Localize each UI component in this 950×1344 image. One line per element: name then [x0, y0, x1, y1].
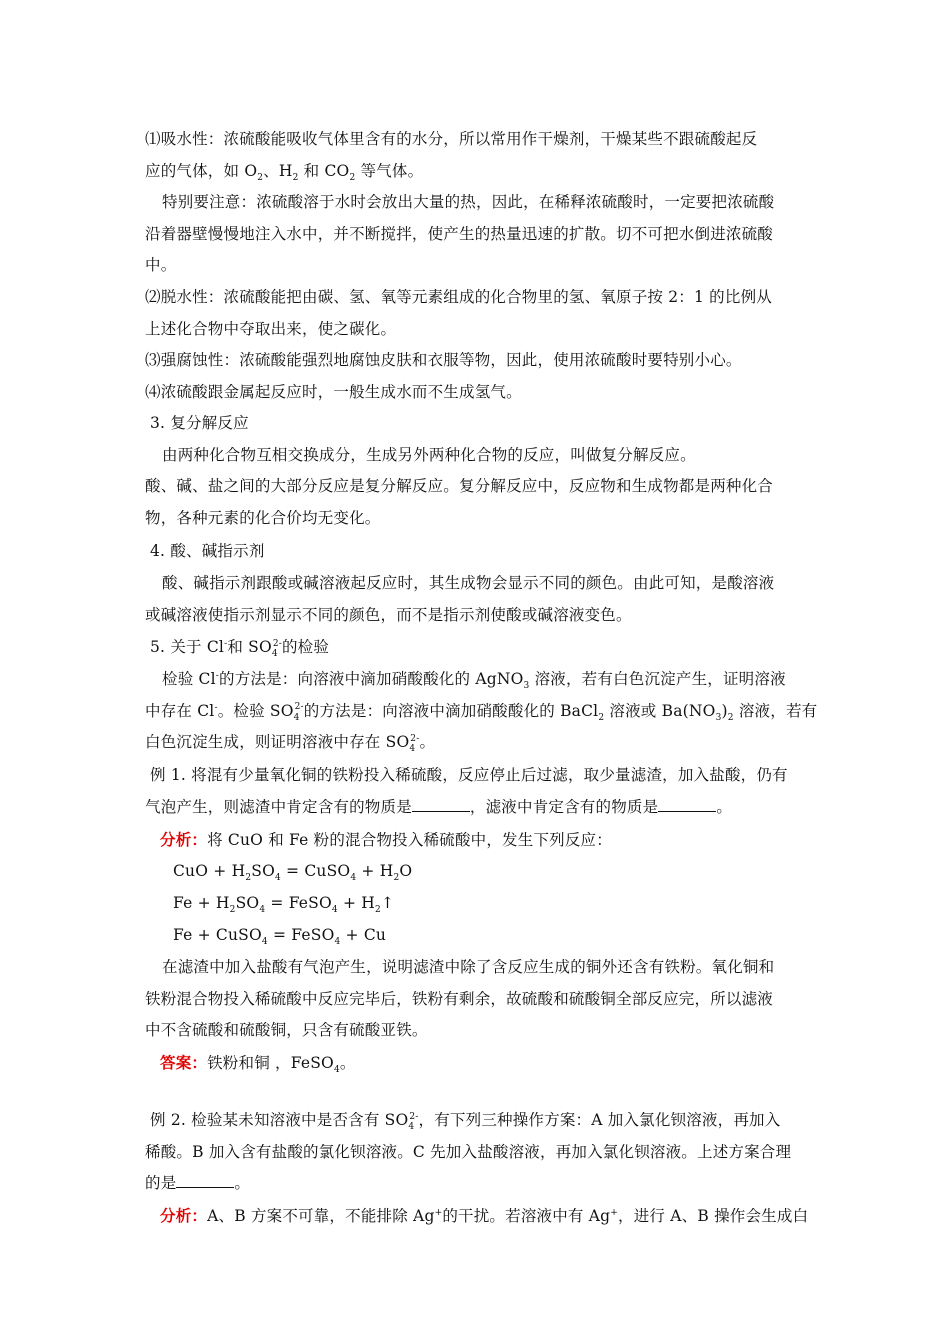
example-1-analysis: 分析：将 CuO 和 Fe 粉的混合物投入稀硫酸中，发生下列反应：: [160, 830, 612, 849]
example-2-analysis: 分析：A、B 方案不可靠，不能排除 Ag+的干扰。若溶液中有 Ag+，进行 A、B 操作会生成白: [160, 1206, 809, 1225]
paragraph-ion-test: 检验 Cl-的方法是：向溶液中滴加硝酸酸化的 AgNO$_3$ 溶液，若有白色沉淀产生，证明溶液 中存在 Cl-。检验 $SO_4^{2-}$的方法是：向溶液中滴加硝酸酸化的 BaCl$_2$ 溶液或 $Ba(NO_3)_2$ 溶液，若有 白色沉淀生成，则证明溶液中存在 $SO_4^{2-}$。: [145, 670, 818, 755]
example-1-answer: 答案：铁粉和铜 ，FeSO$_4$。: [160, 1053, 356, 1076]
analysis-label: 分析：: [160, 830, 208, 849]
answer-label: 答案：: [160, 1053, 208, 1072]
answer-blank: [176, 1186, 234, 1188]
heading-ion-test: 5. 关于 Cl-和 $SO_4^{2-}$的检验: [150, 638, 330, 660]
answer-blank: [412, 810, 470, 812]
paragraph-corrosion: ⑶强腐蚀性：浓硫酸能强烈地腐蚀皮肤和衣服等物，因此，使用浓硫酸时要特别小心。: [145, 351, 742, 369]
equation-2: $Fe + H_2SO_4$ = FeSO$_4$ + $H_2↑$: [173, 894, 395, 916]
example-1: 例 1. 将混有少量氧化铜的铁粉投入稀硫酸，反应停止后过滤，取少量滤渣，加入盐酸，仍有: [150, 766, 788, 784]
example-1-explanation: 在滤渣中加入盐酸有气泡产生，说明滤渣中除了含反应生成的铜外还含有铁粉。氧化铜和 铁粉混合物投入稀硫酸中反应完毕后，铁粉有剩余，故硫酸和硫酸铜全部反应完，所以滤液 中不含硫酸和硫酸铜，只含有硫酸亚铁。: [145, 958, 775, 1039]
paragraph-acid-base-salt: 酸、碱、盐之间的大部分反应是复分解反应。复分解反应中，反应物和生成物都是两种化合 物，各种元素的化合价均无变化。: [145, 477, 774, 527]
heading-double-decomposition: 3. 复分解反应: [150, 414, 249, 432]
example-1-question: 气泡产生，则滤渣中肯定含有的物质是 ，滤液中肯定含有的物质是 。: [145, 798, 733, 816]
paragraph-indicators: 酸、碱指示剂跟酸或碱溶液起反应时，其生成物会显示不同的颜色。由此可知，是酸溶液 或碱溶液使指示剂显示不同的颜色，而不是指示剂使酸或碱溶液变色。: [145, 574, 775, 624]
paragraph-dehydration: ⑵脱水性：浓硫酸能把由碳、氢、氧等元素组成的化合物里的氢、氧原子按 2：1 的比例从 上述化合物中夺取出来，使之碳化。: [145, 288, 772, 338]
equation-1: CuO + $H_2SO_4$ = CuSO$_4$ + $H_2O$: [173, 862, 413, 884]
example-2: 例 2. 检验某未知溶液中是否含有 $SO_4^{2-}$，有下列三种操作方案：A 加入氯化钡溶液，再加入 稀酸。B 加入含有盐酸的氯化钡溶液。C 先加入盐酸溶液，再加入氯化钡溶液。上述方案合理 的是 。: [145, 1111, 792, 1192]
paragraph-metal-reaction: ⑷浓硫酸跟金属起反应时，一般生成水而不生成氢气。: [145, 383, 522, 401]
paragraph-water-absorption: ⑴吸水性：浓硫酸能吸收气体里含有的水分，所以常用作干燥剂，干燥某些不跟硫酸起反 应的气体，如 $O_2$、$H_2$ 和 $CO_2$ 等气体。: [145, 130, 758, 183]
paragraph-definition: 由两种化合物互相交换成分，生成另外两种化合物的反应，叫做复分解反应。: [162, 446, 696, 464]
equation-3: Fe + CuSO$_4$ = FeSO$_4$ + Cu: [173, 926, 387, 948]
answer-blank: [658, 810, 716, 812]
paragraph-dilution-warning: 特别要注意：浓硫酸溶于水时会放出大量的热，因此，在稀释浓硫酸时，一定要把浓硫酸 沿着器壁慢慢地注入水中，并不断搅拌，使产生的热量迅速的扩散。切不可把水倒进浓硫酸 中。: [145, 193, 775, 274]
heading-indicators: 4. 酸、碱指示剂: [150, 542, 265, 560]
analysis-label: 分析：: [160, 1206, 208, 1225]
